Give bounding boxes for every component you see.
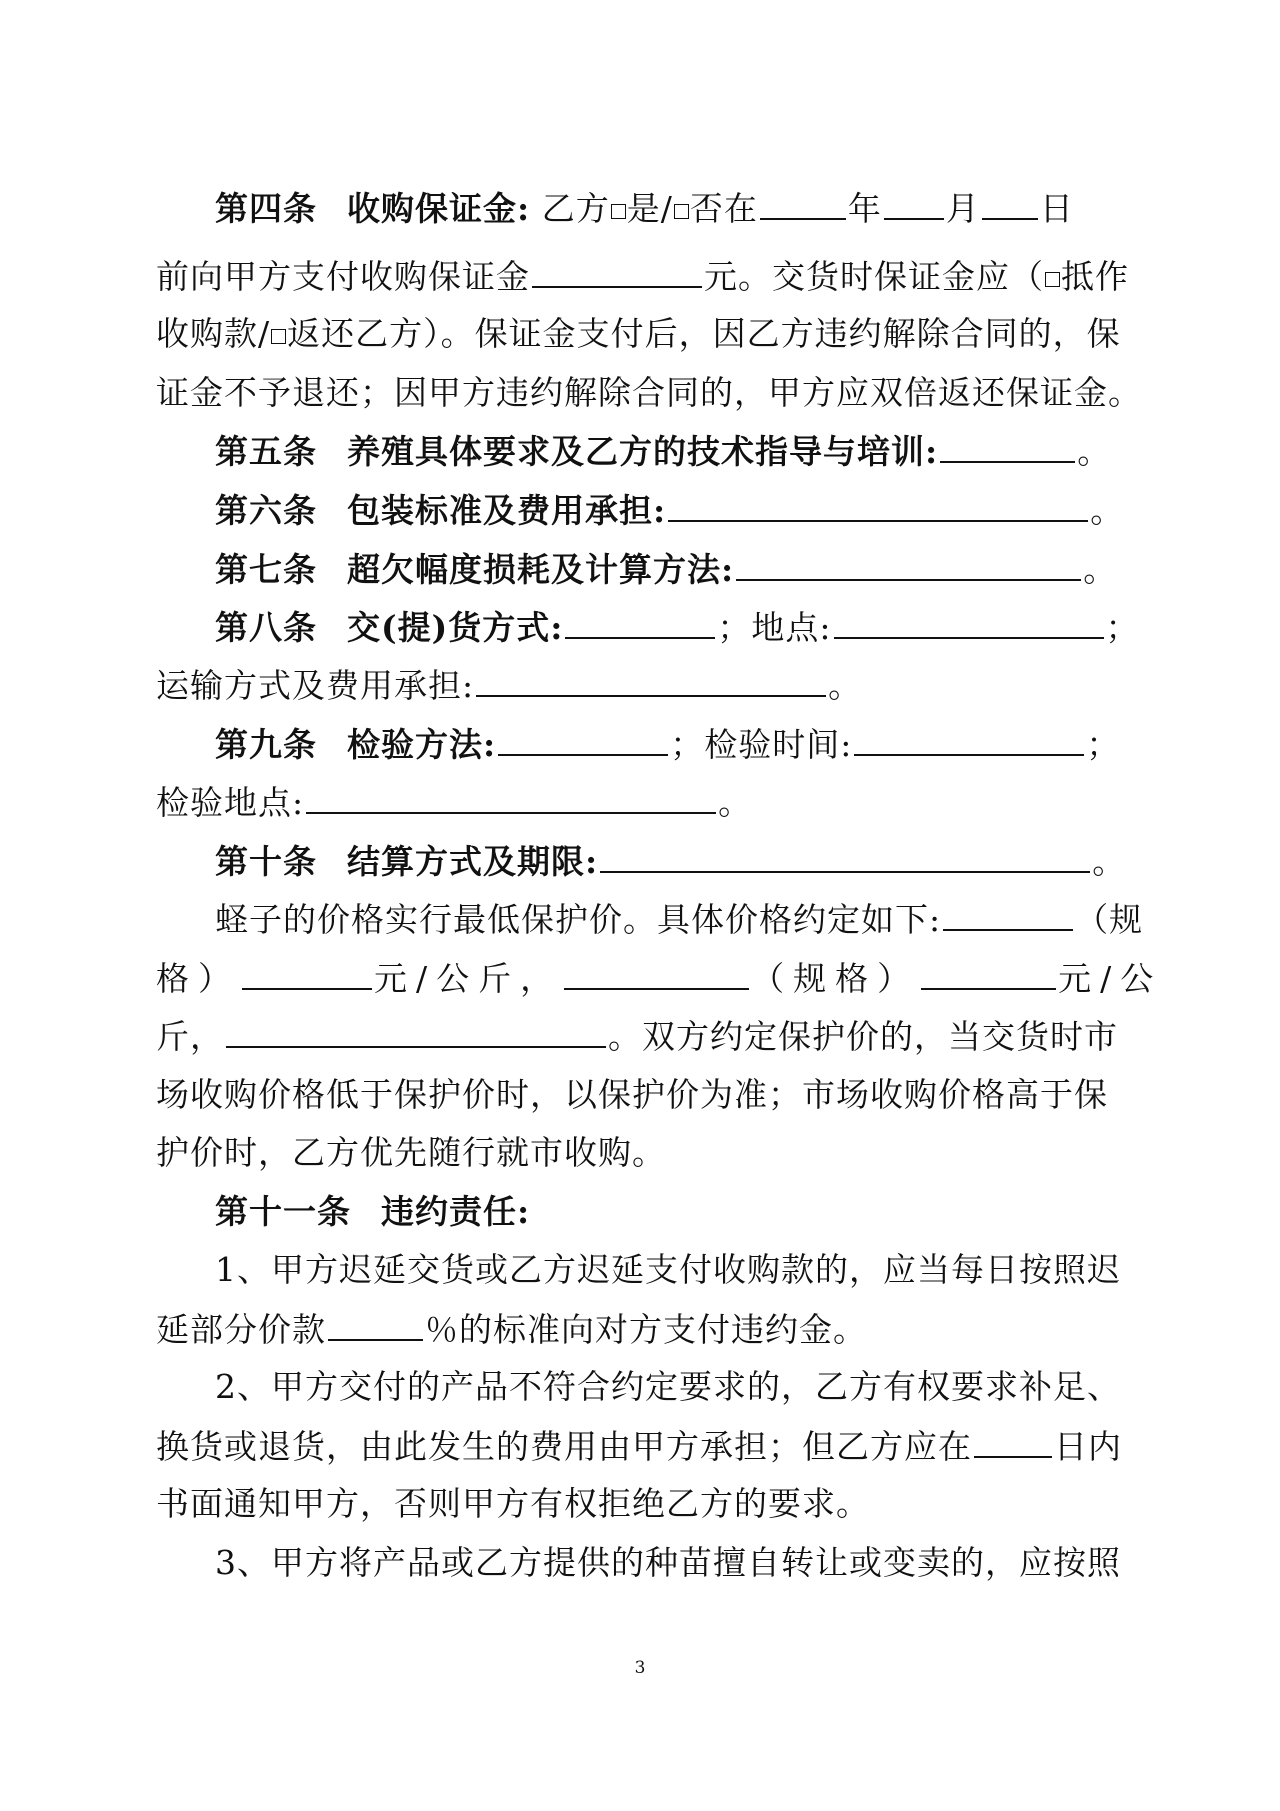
article-4-line-1: 第四条 收购保证金: 乙方 是/ 否在 年 月 日 bbox=[215, 189, 1074, 228]
blank-field bbox=[736, 549, 1081, 581]
article-4-line-2: 前向甲方支付收购保证金 元。交货时保证金应（ 抵作 bbox=[156, 257, 1129, 296]
blank-field bbox=[974, 1426, 1052, 1458]
blank-field bbox=[532, 256, 702, 288]
checkbox-icon bbox=[1045, 272, 1060, 287]
article-title: 违约责任: bbox=[381, 1192, 531, 1231]
page-number: 3 bbox=[634, 1658, 646, 1678]
article-8-line-1: 第八条 交(提)货方式: ；地点: ； bbox=[215, 608, 1140, 647]
article-title: 收购保证金: bbox=[347, 189, 531, 228]
checkbox-icon bbox=[674, 204, 689, 219]
article-4-line-4: 证金不予退还；因甲方违约解除合同的，甲方应双倍返还保证金。 bbox=[156, 373, 1142, 412]
article-4-line-3: 收购款/ 返还乙方）。保证金支付后，因乙方违约解除合同的，保 bbox=[156, 314, 1121, 353]
article-number: 第九条 bbox=[215, 725, 317, 764]
checkbox-icon bbox=[611, 204, 626, 219]
article-9-line-1: 第九条 检验方法: ；检验时间: ； bbox=[215, 725, 1121, 764]
article-5: 第五条 养殖具体要求及乙方的技术指导与培训: 。 bbox=[215, 432, 1112, 471]
article-number: 第六条 bbox=[215, 491, 317, 530]
blank-field bbox=[760, 188, 846, 220]
clause-1-line-2: 延部分价款 ％的标准向对方支付违约金。 bbox=[156, 1310, 867, 1349]
article-title: 养殖具体要求及乙方的技术指导与培训: bbox=[347, 432, 939, 471]
article-title: 结算方式及期限: bbox=[347, 842, 599, 881]
article-9-line-2: 检验地点: 。 bbox=[156, 783, 753, 822]
blank-field bbox=[564, 958, 749, 990]
clause-3-line-1: 3、甲方将产品或乙方提供的种苗擅自转让或变卖的，应按照 bbox=[215, 1543, 1121, 1582]
price-line-4: 场收购价格低于保护价时，以保护价为准；市场收购价格高于保 bbox=[156, 1075, 1108, 1114]
article-number: 第八条 bbox=[215, 608, 317, 647]
clause-2-line-1: 2、甲方交付的产品不符合约定要求的，乙方有权要求补足、 bbox=[215, 1367, 1121, 1406]
blank-field bbox=[306, 782, 716, 814]
article-11-heading bbox=[215, 1192, 1124, 1234]
blank-field bbox=[226, 1016, 606, 1048]
price-line-3: 斤， 。双方约定保护价的，当交货时市 bbox=[156, 1017, 1118, 1056]
blank-field bbox=[565, 607, 715, 639]
blank-field bbox=[328, 1309, 423, 1341]
article-6: 第六条 包装标准及费用承担: 。 bbox=[215, 491, 1125, 530]
article-number: 第七条 bbox=[215, 550, 317, 589]
article-title: 包装标准及费用承担: bbox=[347, 491, 667, 530]
article-7: 第七条 超欠幅度损耗及计算方法: 。 bbox=[215, 550, 1118, 589]
blank-field bbox=[940, 431, 1075, 463]
article-number: 第十条 bbox=[215, 842, 317, 881]
article-title: 交(提)货方式: bbox=[347, 608, 564, 647]
clause-2-line-3: 书面通知甲方，否则甲方有权拒绝乙方的要求。 bbox=[156, 1484, 870, 1523]
article-number: 第五条 bbox=[215, 432, 317, 471]
blank-field bbox=[943, 899, 1073, 931]
clause-2-line-2: 换货或退货，由此发生的费用由甲方承担；但乙方应在 日内 bbox=[156, 1427, 1122, 1466]
article-title: 超欠幅度损耗及计算方法: bbox=[347, 550, 735, 589]
clause-1-line-1: 1、甲方迟延交货或乙方迟延支付收购款的，应当每日按照迟 bbox=[215, 1250, 1121, 1289]
blank-field bbox=[854, 724, 1084, 756]
article-8-line-2: 运输方式及费用承担: 。 bbox=[156, 666, 863, 705]
blank-field bbox=[498, 724, 668, 756]
blank-field bbox=[884, 188, 944, 220]
blank-field bbox=[476, 665, 826, 697]
price-line-5: 护价时，乙方优先随行就市收购。 bbox=[156, 1133, 666, 1172]
article-number: 第十一条 bbox=[215, 1192, 351, 1231]
blank-field bbox=[242, 958, 372, 990]
checkbox-icon bbox=[271, 329, 286, 344]
blank-field bbox=[668, 490, 1088, 522]
price-line-2: 格） 元/公斤， （规格） 元/公 bbox=[156, 959, 1163, 998]
blank-field bbox=[834, 607, 1104, 639]
article-number: 第四条 bbox=[215, 189, 317, 228]
blank-field bbox=[600, 841, 1090, 873]
blank-field bbox=[921, 958, 1056, 990]
blank-field bbox=[982, 188, 1038, 220]
price-line-1: 蛏子的价格实行最低保护价。具体价格约定如下: （规 bbox=[215, 900, 1144, 939]
article-title: 检验方法: bbox=[347, 725, 497, 764]
article-10: 第十条 结算方式及期限: 。 bbox=[215, 842, 1127, 881]
